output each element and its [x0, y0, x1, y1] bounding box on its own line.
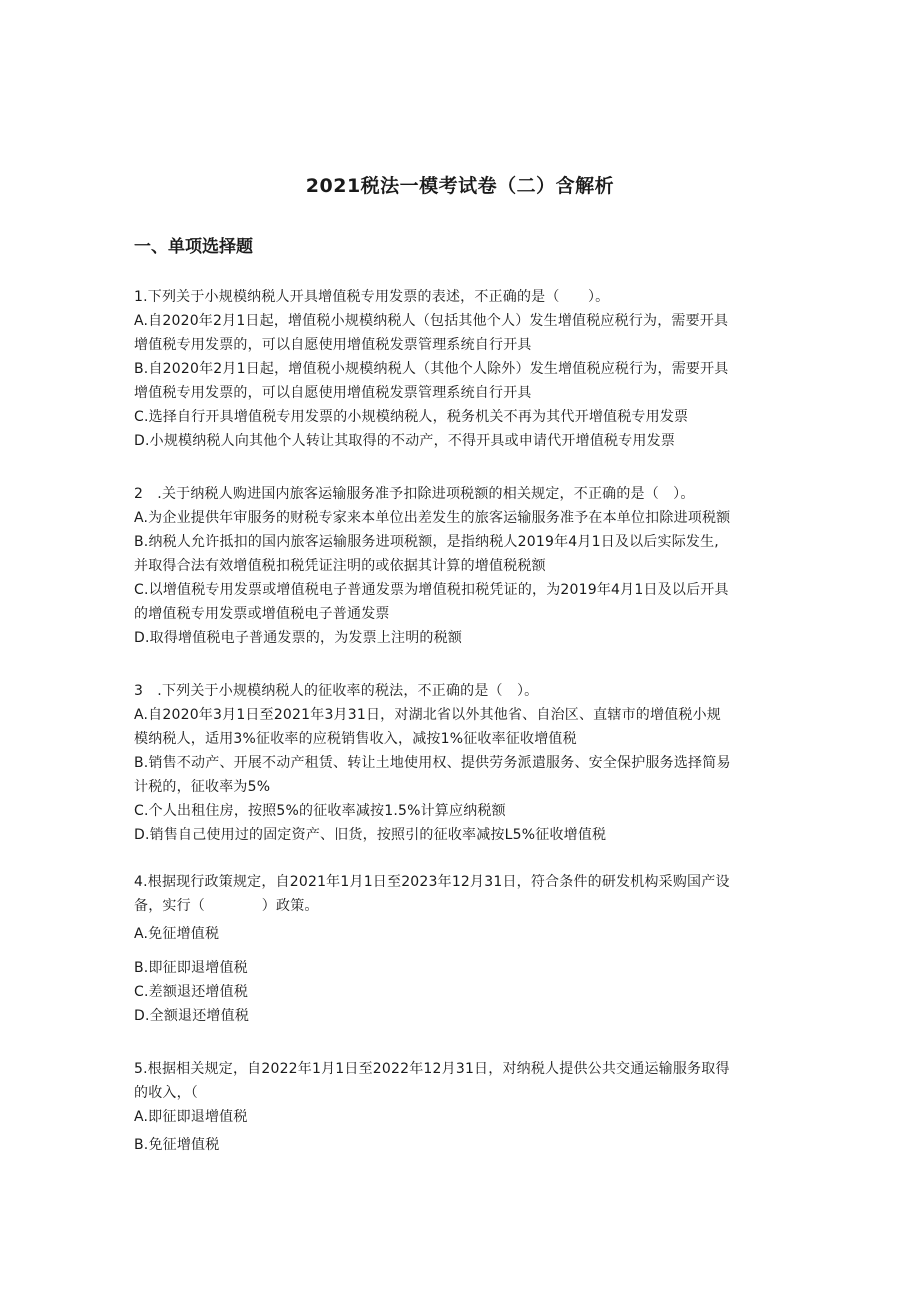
option-d: D.销售自己使用过的固定资产、旧货，按照引的征收率减按L5%征收增值税 — [134, 827, 607, 843]
option-a: A.为企业提供年审服务的财税专家来本单位出差发生的旅客运输服务准予在本单位扣除进项税额 — [134, 510, 731, 526]
option-d: D.取得增值税电子普通发票的，为发票上注明的税额 — [134, 630, 463, 646]
option-b-line-1: B.销售不动产、开展不动产租赁、转让土地使用权、提供劳务派遣服务、安全保护服务选择简易 — [134, 755, 731, 771]
question-5 — [134, 1057, 794, 1157]
option-b-line-2: 计税的，征收率为5% — [134, 779, 271, 795]
option-c: C.差额退还增值税 — [134, 984, 249, 1000]
question-stem: 1.下列关于小规模纳税人开具增值税专用发票的表述，不正确的是（ ）。 — [134, 289, 610, 305]
option-a-line-2: 模纳税人，适用3%征收率的应税销售收入，减按1%征收率征收增值税 — [134, 731, 577, 747]
question-3 — [134, 679, 794, 847]
question-stem: 2 .关于纳税人购进国内旅客运输服务准予扣除进项税额的相关规定，不正确的是（ ）。 — [134, 486, 695, 502]
option-b-line-1: B.纳税人允许抵扣的国内旅客运输服务进项税额，是指纳税人2019年4月1日及以后实际发生, — [134, 534, 719, 550]
option-b-line-2: 并取得合法有效增值税扣税凭证注明的或依据其计算的增值税税额 — [134, 558, 546, 574]
option-b-line-1: B.自2020年2月1日起，增值税小规模纳税人（其他个人除外）发生增值税应税行为，需要开具 — [134, 361, 729, 377]
question-stem-line-1: 5.根据相关规定，自2022年1月1日至2022年12月31日，对纳税人提供公共交通运输服务取得 — [134, 1061, 730, 1077]
option-a: A.免征增值税 — [134, 926, 220, 942]
question-stem-line-2: 备，实行（ ）政策。 — [134, 898, 319, 914]
document-title: 2021税法一模考试卷（二）含解析 — [305, 175, 615, 197]
option-d: D.全额退还增值税 — [134, 1008, 250, 1024]
option-c-line-1: C.以增值税专用发票或增值税电子普通发票为增值税扣税凭证的，为2019年4月1日及以后开具 — [134, 582, 729, 598]
option-c: C.个人出租住房，按照5%的征收率减按1.5%计算应纳税额 — [134, 803, 506, 819]
question-stem-line-2: 的收入，（ — [134, 1085, 198, 1101]
option-a-line-2: 增值税专用发票的，可以自愿使用增值税发票管理系统自行开具 — [134, 337, 532, 353]
option-c-line-2: 的增值税专用发票或增值税电子普通发票 — [134, 606, 390, 622]
question-1 — [134, 285, 794, 453]
question-2 — [134, 482, 794, 650]
question-stem-line-1: 4.根据现行政策规定，自2021年1月1日至2023年12月31日，符合条件的研发机构采购国产设 — [134, 874, 730, 890]
option-c: C.选择自行开具增值税专用发票的小规模纳税人，税务机关不再为其代开增值税专用发票 — [134, 409, 689, 425]
option-a-line-1: A.自2020年2月1日起，增值税小规模纳税人（包括其他个人）发生增值税应税行为，需要开具 — [134, 313, 729, 329]
option-b-line-2: 增值税专用发票的，可以自愿使用增值税发票管理系统自行开具 — [134, 385, 532, 401]
question-stem: 3 .下列关于小规模纳税人的征收率的税法，不正确的是（ ）。 — [134, 683, 539, 699]
option-a-line-1: A.自2020年3月1日至2021年3月31日，对湖北省以外其他省、自治区、直辖市的增值税小规 — [134, 707, 721, 723]
option-d: D.小规模纳税人向其他个人转让其取得的不动产，不得开具或申请代开增值税专用发票 — [134, 433, 676, 449]
option-a: A.即征即退增值税 — [134, 1109, 248, 1125]
option-b: B.免征增值税 — [134, 1137, 220, 1153]
option-b: B.即征即退增值税 — [134, 960, 248, 976]
question-4 — [134, 870, 794, 1028]
section-heading: 一、单项选择题 — [134, 237, 253, 257]
